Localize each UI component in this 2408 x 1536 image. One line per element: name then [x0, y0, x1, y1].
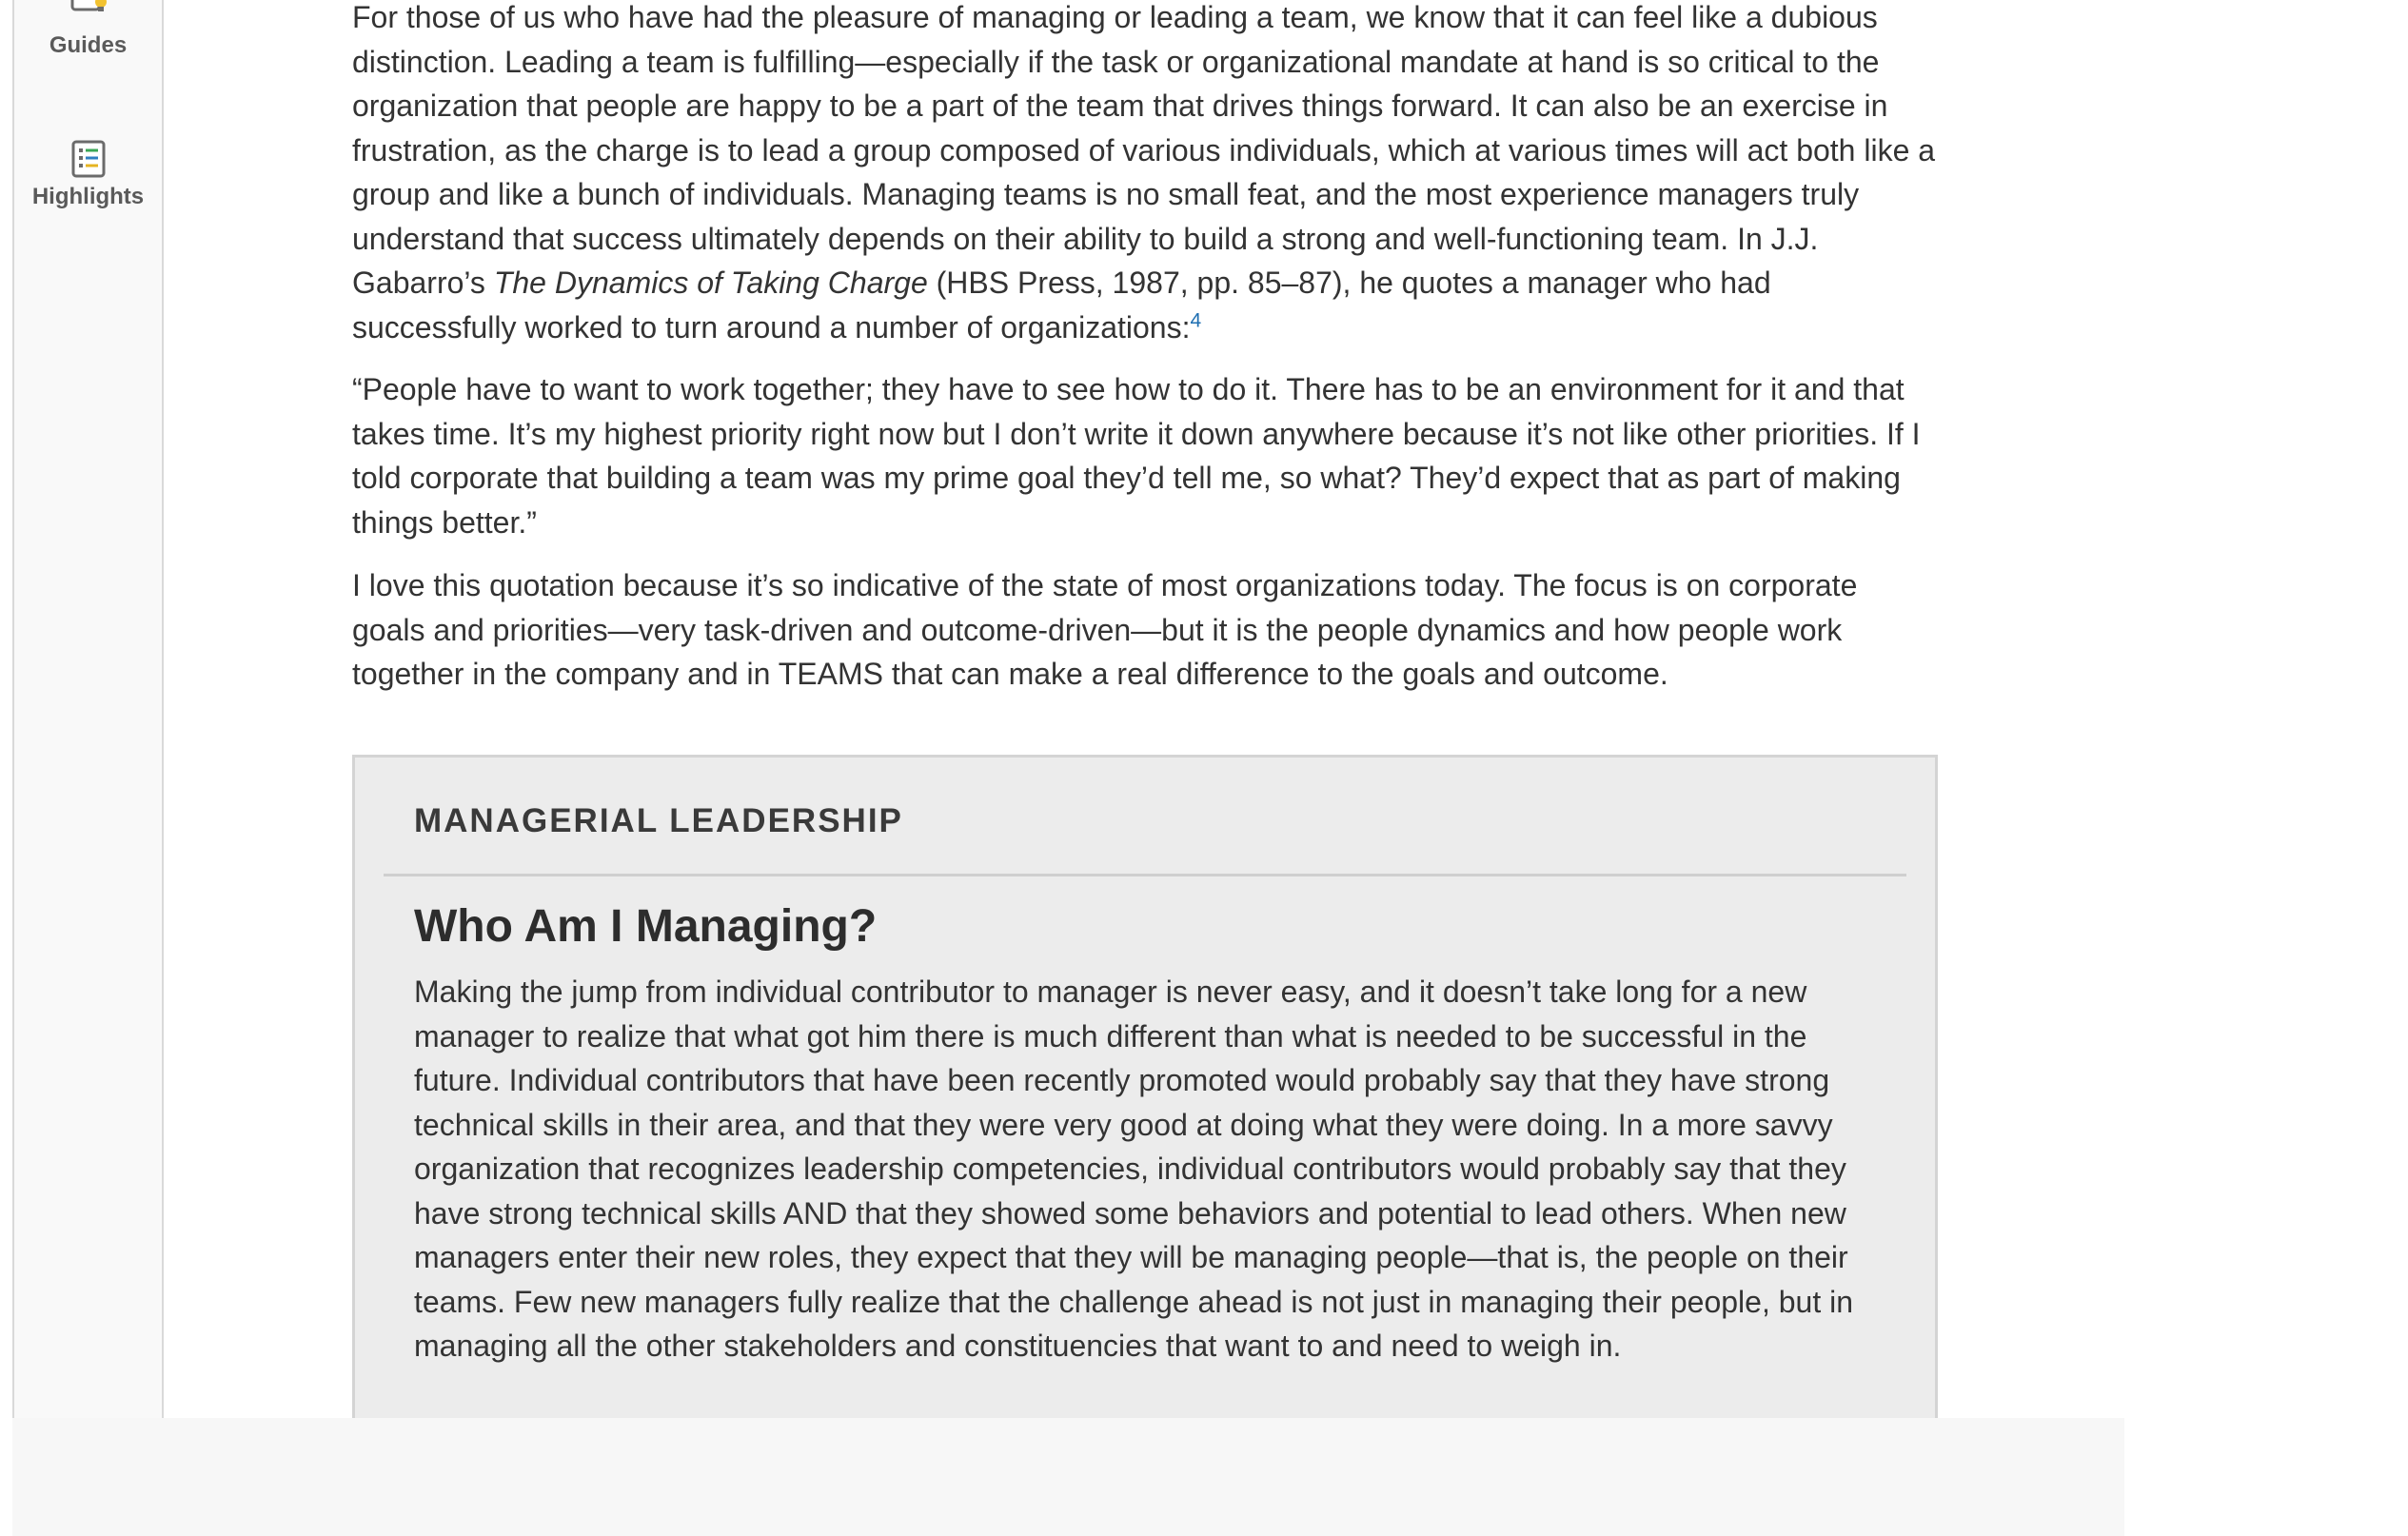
feature-divider [384, 874, 1906, 876]
bottom-toolbar-area [12, 1418, 2124, 1536]
guides-icon [68, 0, 109, 27]
feature-body: Making the jump from individual contributor to manager is never easy, and it doesn’t take long for a new manager to realize that what got him there is much different than what is needed to be successful in the future. Individual contributors that have been recently promoted would probably say that they have strong technical skills in their area, and that they were very good at doing what they were doing. In a more savvy organization that recognizes leadership competencies, individual contributors would probably say that they have strong technical skills AND that they showed some behaviors and potential to lead others. When new managers enter their new roles, they expect that they will be managing people—that is, the people on their teams. Few new managers fully realize that the challenge ahead is not just in managing their people, but in managing all the other stakeholders and constituencies that want to and need to weigh in. [414, 975, 1853, 1363]
article-paragraph [352, 0, 1937, 349]
feature-title: Who Am I Managing? [414, 901, 878, 952]
left-tool-rail [12, 0, 164, 1418]
sidebar-item-guides[interactable] [14, 0, 162, 59]
sidebar-item-highlights-label: Highlights [31, 184, 145, 209]
highlights-icon [69, 140, 108, 178]
feature-label: MANAGERIAL LEADERSHIP [414, 802, 903, 839]
sidebar-item-highlights[interactable] [14, 140, 162, 210]
managerial-leadership-feature-box [352, 755, 1938, 1478]
sidebar-item-guides-label: Guides [49, 32, 128, 58]
paragraph-text: For those of us who have had the pleasure of managing or leading a team, we know that it can feel like a dubious distinction. Leading a team is fulfilling—especially if the task or organizational mandate at hand is so critical to the organization that people are happy to be a part of the team that drives things forward. It can also be an exercise in frustration, as the charge is to lead a group composed of various individuals, which at various times will act both like a group and like a bunch of individuals. Managing teams is no small feat, and the most experience managers truly understand that success ultimately depends on their ability to build a strong and well-functioning team. In J.J. Gabarro’s [352, 0, 1936, 300]
article-paragraph: I love this quotation because it’s so indicative of the state of most organizations today. The focus is on corporate goals and priorities—very task-driven and outcome-driven—but it is the people dynamics and how people work together in the company and in TEAMS that can make a real difference to the goals and outcome. [352, 568, 1858, 691]
footnote-link[interactable]: 4 [1190, 308, 1202, 331]
quote-paragraph: “People have to want to work together; they have to see how to do it. There has to be an environment for it and that takes time. It’s my highest priority right now but I don’t write it down anywhere because it’s not like other priorities. If I told corporate that building a team was my prime goal they’d tell me, so what? They’d expect that as part of making things better.” [352, 372, 1921, 540]
book-title: The Dynamics of Taking Charge [493, 266, 928, 300]
paragraph-text: (HBS Press, 1987, pp. 85–87), he quotes a manager who had successfully worked to turn around a number of organizations: [352, 266, 1771, 345]
